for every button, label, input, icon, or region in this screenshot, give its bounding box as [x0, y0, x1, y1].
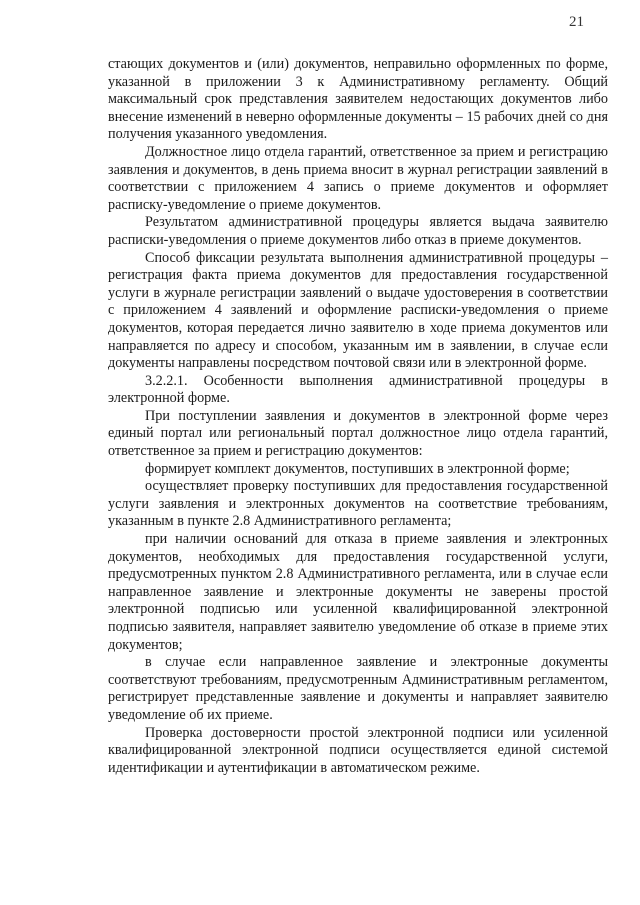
- page-number: 21: [569, 14, 584, 30]
- paragraph: Проверка достоверности простой электронной подписи или усиленной квалифицированной электронной подписи осуществляется единой системой идентификации и аутентификации в автоматическом режиме.: [108, 724, 608, 776]
- paragraph: стающих документов и (или) документов, неправильно оформленных по форме, указанной в приложении 3 к Административному регламенту. Общий максимальный срок представления заявителем недостающих документов либо внесение изменений в неверно оформленные документы – 15 рабочих дней со дня получения указанного уведомления.: [108, 56, 608, 143]
- paragraph: при наличии оснований для отказа в приеме заявления и электронных документов, необходимых для предоставления государственной услуги, предусмотренных пунктом 2.8 Административного регламента, или в случае если направленное заявление и электронные документы не заверены простой электронной подписью или усиленной квалифицированной электронной подписью заявителя, направляет заявителю уведомление об отказе в приеме этих документов;: [108, 531, 608, 653]
- paragraph: 3.2.2.1. Особенности выполнения административной процедуры в электронной форме.: [108, 372, 608, 407]
- paragraph: Результатом административной процедуры является выдача заявителю расписки-уведомления о приеме документов либо отказ в приеме документов.: [108, 214, 608, 248]
- paragraph: При поступлении заявления и документов в электронной форме через единый портал или региональный портал должностное лицо отдела гарантий, ответственное за прием и регистрацию документов:: [108, 407, 608, 460]
- paragraph: формирует комплект документов, поступивших в электронной форме;: [145, 460, 570, 477]
- paragraph: Способ фиксации результата выполнения административной процедуры – регистрация факта приема документов для предоставления государственной услуги в журнале регистрации заявлений о выдаче удостоверения в соответствии с приложением 4 заявлений и оформление расписки-уведомления о приеме документов, которая передается лично заявителю в ходе приема документов или направляется по адресу и способом, указанным им в заявлении, в случае если документы направлены посредством почтовой связи или в электронной форме.: [108, 249, 608, 372]
- paragraph: осуществляет проверку поступивших для предоставления государственной услуги заявления и электронных документов на соответствие требованиям, указанным в пункте 2.8 Административного регламента;: [108, 478, 608, 530]
- document-body: [108, 56, 608, 777]
- paragraph: в случае если направленное заявление и электронные документы соответствуют требованиям, предусмотренным Административным регламентом, регистрирует представленные заявление и документы и направляет заявителю уведомление об их приеме.: [108, 654, 608, 723]
- paragraph: Должностное лицо отдела гарантий, ответственное за прием и регистрацию заявления и документов, в день приема вносит в журнал регистрации заявлений в соответствии с приложением 4 запись о приеме документов и оформляет расписку-уведомление о приеме документов.: [108, 143, 608, 213]
